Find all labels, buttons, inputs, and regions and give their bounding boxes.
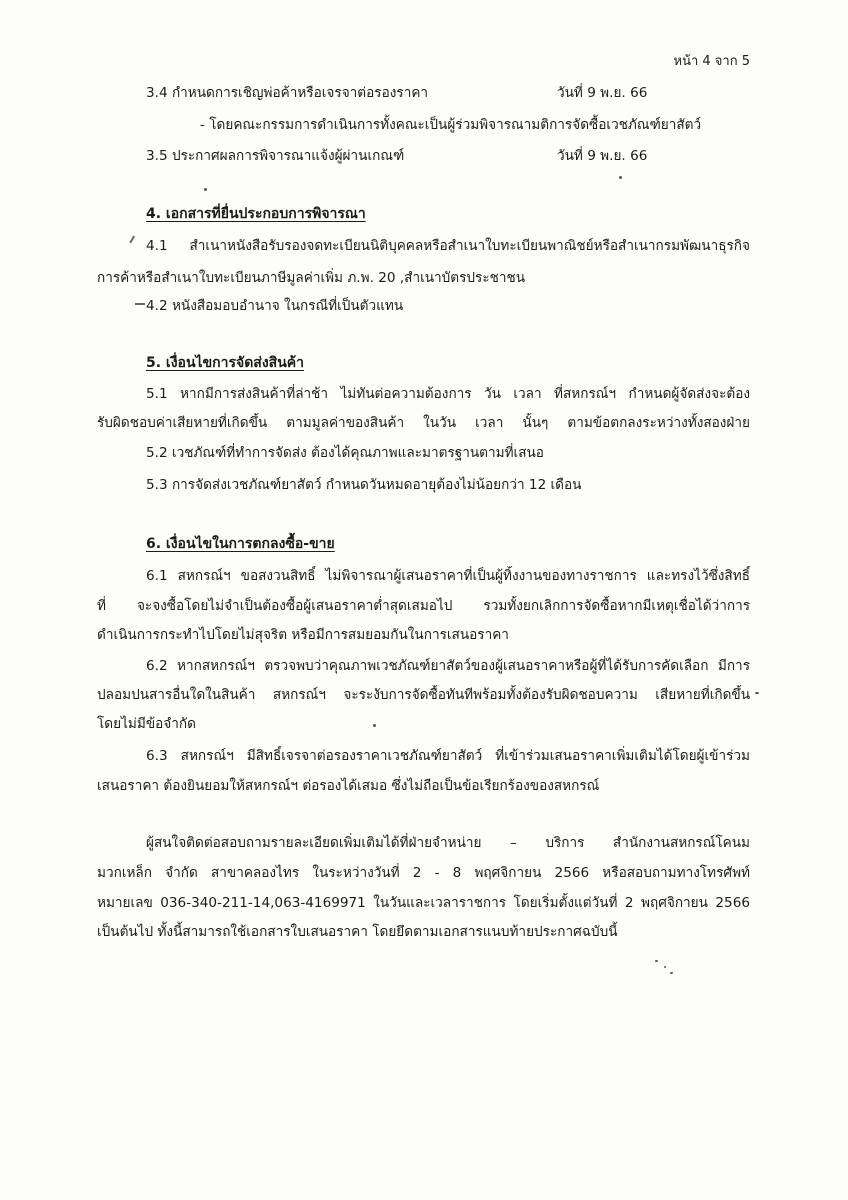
schedule-item-3-4: 3.4 กำหนดการเชิญพ่อค้าหรือเจรจาต่อรองราคา (146, 85, 429, 101)
scan-speck (664, 966, 666, 968)
section-6-line: 6.2 หากสหกรณ์ฯ ตรวจพบว่าคุณภาพเวชภัณฑ์ยาสัตว์ของผู้เสนอราคาหรือผู้ที่ได้รับการคัดเลือก มีการ (146, 658, 750, 674)
section-5-heading: 5. เงื่อนไขการจัดส่งสินค้า (146, 355, 305, 371)
pen-mark (135, 303, 145, 305)
schedule-note: - โดยคณะกรรมการดำเนินการทั้งคณะเป็นผู้ร่วมพิจารณามติการจัดซื้อเวชภัณฑ์ยาสัตว์ (200, 117, 702, 133)
section-6-line: 6.3 สหกรณ์ฯ มีสิทธิ์เจรจาต่อรองราคาเวชภัณฑ์ยาสัตว์ ที่เข้าร่วมเสนอราคาเพิ่มเติมได้โดยผู้เข้าร่วม (146, 748, 750, 764)
section-4-heading: 4. เอกสารที่ยื่นประกอบการพิจารณา (146, 206, 366, 222)
schedule-item-3-5: 3.5 ประกาศผลการพิจารณาแจ้งผู้ผ่านเกณฑ์ (146, 148, 405, 164)
scan-speck (373, 724, 376, 727)
section-6-heading: 6. เงื่อนไขในการตกลงซื้อ-ขาย (146, 536, 335, 552)
closing-line: เป็นต้นไป ทั้งนี้สามารถใช้เอกสารใบเสนอราคา โดยยึดตามเอกสารแนบท้ายประกาศฉบับนี้ (97, 924, 618, 940)
section-5-line: รับผิดชอบค่าเสียหายที่เกิดขึ้น ตามมูลค่าของสินค้า ในวัน เวลา นั้นๆ ตามข้อตกลงระหว่างทั้งสองฝ่าย (97, 415, 750, 431)
section-6-line: ปลอมปนสารอื่นใดในสินค้า สหกรณ์ฯ จะระงับการจัดซื้อทันทีพร้อมทั้งต้องรับผิดชอบความ เสียหายที่เกิดขึ้น (97, 687, 750, 703)
page-number: หน้า 4 จาก 5 (673, 54, 750, 69)
closing-line: มวกเหล็ก จำกัด สาขาคลองไทร ในระหว่างวันที่ 2 - 8 พฤศจิกายน 2566 หรือสอบถามทางโทรศัพท์ (97, 865, 750, 881)
schedule-date-3-4: วันที่ 9 พ.ย. 66 (557, 85, 648, 101)
pen-mark (129, 235, 134, 243)
section-5-line: 5.3 การจัดส่งเวชภัณฑ์ยาสัตว์ กำหนดวันหมดอายุต้องไม่น้อยกว่า 12 เดือน (146, 477, 582, 493)
section-4-line: 4.1 สำเนาหนังสือรับรองจดทะเบียนนิติบุคคลหรือสำเนาใบทะเบียนพาณิชย์หรือสำเนากรมพัฒนาธุรกิจ (146, 238, 750, 254)
section-6-line: เสนอราคา ต้องยินยอมให้สหกรณ์ฯ ต่อรองได้เสมอ ซึ่งไม่ถือเป็นข้อเรียกร้องของสหกรณ์ (97, 778, 600, 794)
section-6-line: ที่ จะจงซื้อโดยไม่จำเป็นต้องซื้อผู้เสนอราคาต่ำสุดเสมอไป รวมทั้งยกเลิกการจัดซื้อหากมีเหตุเชื่อได้ว่าการ (97, 598, 750, 614)
section-4-line: 4.2 หนังสือมอบอำนาจ ในกรณีที่เป็นตัวแทน (146, 298, 404, 314)
section-6-line: ดำเนินการกระทำไปโดยไม่สุจริต หรือมีการสมยอมกันในการเสนอราคา (97, 627, 509, 643)
scan-speck (619, 176, 622, 179)
schedule-date-3-5: วันที่ 9 พ.ย. 66 (557, 148, 648, 164)
scan-speck (755, 692, 759, 694)
scan-speck (204, 188, 207, 191)
section-5-line: 5.1 หากมีการส่งสินค้าที่ล่าช้า ไม่ทันต่อความต้องการ วัน เวลา ที่สหกรณ์ฯ กำหนดผู้จัดส่งจะต้อง (146, 386, 750, 402)
section-5-line: 5.2 เวชภัณฑ์ที่ทำการจัดส่ง ต้องได้คุณภาพและมาตรฐานตามที่เสนอ (146, 445, 544, 461)
closing-line: หมายเลข 036-340-211-14,063-4169971 ในวันและเวลาราชการ โดยเริ่มตั้งแต่วันที่ 2 พฤศจิกายน 2566 (97, 895, 750, 911)
section-6-line: โดยไม่มีข้อจำกัด (97, 716, 196, 732)
closing-line: ผู้สนใจติดต่อสอบถามรายละเอียดเพิ่มเติมได้ที่ฝ่ายจำหน่าย – บริการ สำนักงานสหกรณ์โคนม (146, 835, 750, 851)
scan-speck (655, 960, 658, 962)
scan-speck (670, 972, 673, 974)
section-6-line: 6.1 สหกรณ์ฯ ขอสงวนสิทธิ์ ไม่พิจารณาผู้เสนอราคาที่เป็นผู้ทิ้งงานของทางราชการ และทรงไว้ซึ่งสิทธิ์ (146, 568, 750, 584)
section-4-line: การค้าหรือสำเนาใบทะเบียนภาษีมูลค่าเพิ่ม ภ.พ. 20 ,สำเนาบัตรประชาชน (97, 270, 526, 286)
